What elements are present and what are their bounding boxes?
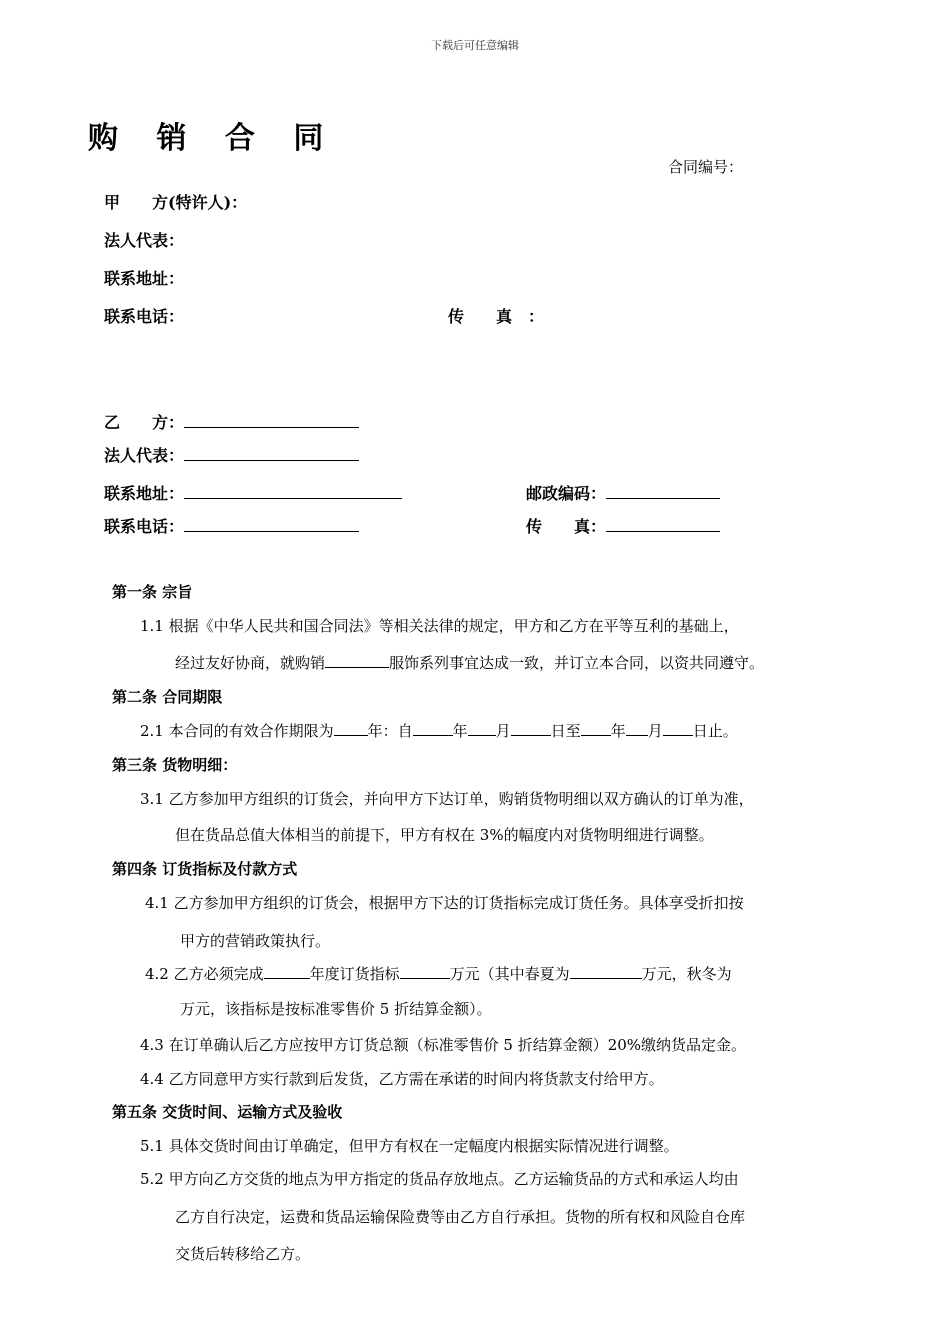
party-a-phone-label: 联系电话： (104, 307, 185, 326)
party-a-legal-rep-label: 法人代表： (104, 231, 185, 250)
party-b-fax-blank[interactable] (606, 515, 720, 532)
party-a-fax-label: 传 真 ： (448, 307, 545, 326)
article-4-1-line2: 甲方的营销政策执行。 (180, 932, 331, 950)
start-year-blank[interactable] (413, 721, 453, 736)
article-5-2-line1: 5.2 甲方向乙方交货的地点为甲方指定的货品存放地点。乙方运输货品的方式和承运人均由 (140, 1170, 739, 1188)
party-b-fax-field[interactable] (526, 514, 720, 537)
article-4-2-mid2: 万元（其中春夏为 (449, 965, 570, 983)
order-target-blank[interactable] (400, 964, 450, 979)
party-b-address-blank[interactable] (184, 482, 402, 499)
article-2-1-year2: 年 (610, 722, 626, 740)
party-b-legal-rep-field[interactable] (104, 443, 359, 466)
product-brand-blank[interactable] (325, 653, 389, 668)
article-2-1-year: 年 (452, 722, 468, 740)
page-header-note: 下载后可任意编辑 (431, 39, 519, 52)
article-4-3: 4.3 在订单确认后乙方应按甲方订货总额（标准零售价 5 折结算金额）20%缴纳货品定金。 (140, 1036, 747, 1054)
spring-summer-blank[interactable] (570, 964, 642, 979)
end-month-blank[interactable] (626, 721, 648, 736)
party-b-phone-label: 联系电话： (104, 517, 185, 536)
article-1-1-line2 (175, 652, 764, 673)
party-b-legal-rep-blank[interactable] (184, 444, 359, 461)
article-1-title: 第一条 宗旨 (112, 583, 193, 601)
article-3-1-line2: 但在货品总值大体相当的前提下，甲方有权在 3%的幅度内对货物明细进行调整。 (175, 826, 714, 844)
party-b-name-field[interactable] (104, 410, 359, 433)
article-3-title: 第三条 货物明细： (112, 756, 238, 774)
party-a-name-label: 甲 方(特许人)： (104, 193, 248, 212)
party-b-postcode-label: 邮政编码： (526, 484, 607, 503)
article-1-1-line1: 1.1 根据《中华人民共和国合同法》等相关法律的规定，甲方和乙方在平等互利的基础上， (140, 617, 739, 635)
party-b-address-field[interactable] (104, 481, 402, 504)
article-4-2-line2: 万元，该指标是按标准零售价 5 折结算金额）。 (180, 1000, 492, 1018)
party-b-postcode-field[interactable] (526, 481, 720, 504)
article-2-1-day-to: 日至 (550, 722, 581, 740)
party-b-fax-label: 传 真： (526, 517, 607, 536)
party-a-address-label: 联系地址： (104, 269, 185, 288)
article-4-2-mid1: 年度订货指标 (309, 965, 400, 983)
order-year-blank[interactable] (264, 964, 310, 979)
article-1-1-line2-pre: 经过友好协商，就购销 (175, 654, 326, 672)
article-3-1-line1: 3.1 乙方参加甲方组织的订货会，并向甲方下达订单，购销货物明细以双方确认的订单为准， (140, 790, 754, 808)
article-2-1-pre: 2.1 本合同的有效合作期限为 (140, 722, 334, 740)
document-title: 购 销 合 同 (88, 121, 338, 156)
article-5-2-line3: 交货后转移给乙方。 (175, 1245, 311, 1263)
party-b-phone-blank[interactable] (184, 515, 359, 532)
article-4-2-mid3: 万元，秋冬为 (641, 965, 732, 983)
article-2-1-month2: 月 (647, 722, 663, 740)
article-4-2-pre: 4.2 乙方必须完成 (145, 965, 264, 983)
article-4-4: 4.4 乙方同意甲方实行款到后发货，乙方需在承诺的时间内将货款支付给甲方。 (140, 1070, 664, 1088)
article-5-2-line2: 乙方自行决定，运费和货品运输保险费等由乙方自行承担。货物的所有权和风险自仓库 (175, 1208, 746, 1226)
article-2-1-end: 日止。 (692, 722, 738, 740)
article-4-1-line1: 4.1 乙方参加甲方组织的订货会，根据甲方下达的订货指标完成订货任务。具体享受折扣按 (145, 894, 744, 912)
party-b-legal-rep-label: 法人代表： (104, 446, 185, 465)
party-b-address-label: 联系地址： (104, 484, 185, 503)
start-day-blank[interactable] (511, 721, 551, 736)
article-5-title: 第五条 交货时间、运输方式及验收 (112, 1103, 343, 1121)
term-years-blank[interactable] (334, 721, 368, 736)
start-month-blank[interactable] (468, 721, 496, 736)
article-2-1-year-unit: 年：自 (367, 722, 413, 740)
article-2-1-month: 月 (495, 722, 511, 740)
end-year-blank[interactable] (581, 721, 611, 736)
article-4-title: 第四条 订货指标及付款方式 (112, 860, 298, 878)
party-b-phone-field[interactable] (104, 514, 359, 537)
contract-number-label: 合同编号： (668, 158, 744, 176)
party-b-name-label: 乙 方： (104, 413, 185, 432)
end-day-blank[interactable] (663, 721, 693, 736)
article-4-2-line1 (145, 963, 732, 984)
article-5-1: 5.1 具体交货时间由订单确定，但甲方有权在一定幅度内根据实际情况进行调整。 (140, 1137, 679, 1155)
article-2-1-line (140, 720, 738, 741)
party-b-name-blank[interactable] (184, 411, 359, 428)
article-2-title: 第二条 合同期限 (112, 688, 223, 706)
article-1-1-line2-post: 服饰系列事宜达成一致，并订立本合同，以资共同遵守。 (389, 654, 765, 672)
party-b-postcode-blank[interactable] (606, 482, 720, 499)
